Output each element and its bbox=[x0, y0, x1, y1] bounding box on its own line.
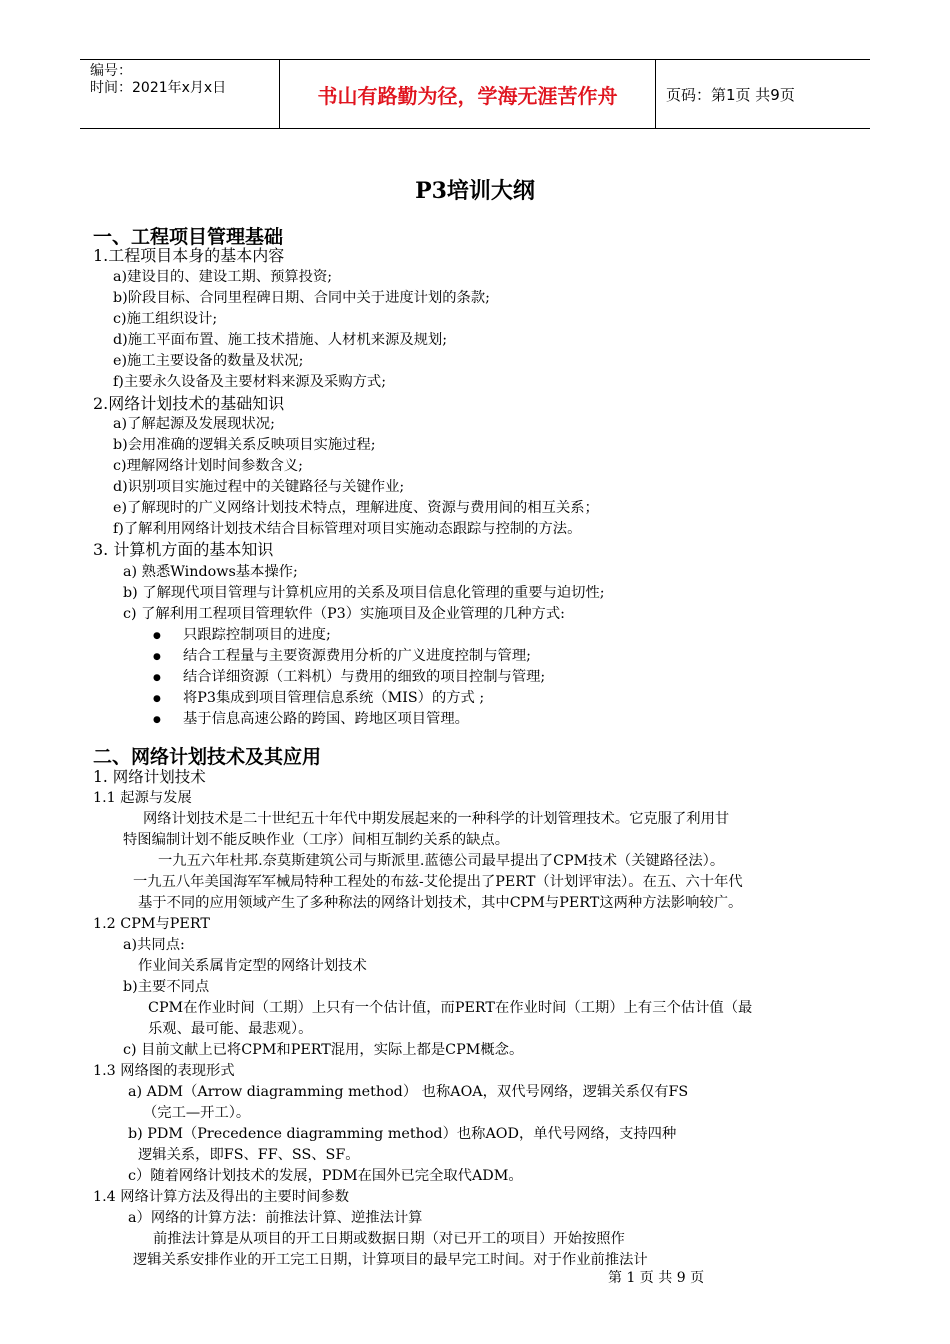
header-motto: 书山有路勤为径，学海无涯苦作舟 bbox=[280, 60, 656, 128]
list-item: b)阶段目标、合同里程碑日期、合同中关于进度计划的条款; bbox=[113, 290, 490, 306]
list-item: c) 了解利用工程项目管理软件（P3）实施项目及企业管理的几种方式: bbox=[123, 606, 565, 622]
paragraph-line: 网络计划技术是二十世纪五十年代中期发展起来的一种科学的计划管理技术。它克服了利用甘 bbox=[143, 811, 730, 827]
list-item: c)理解网络计划时间参数含义; bbox=[113, 458, 303, 474]
list-item: a)建设目的、建设工期、预算投资; bbox=[113, 269, 333, 285]
bullet-item: ● 只跟踪控制项目的进度; bbox=[183, 626, 331, 644]
list-item: b)主要不同点 bbox=[123, 979, 210, 995]
list-item: b)会用准确的逻辑关系反映项目实施过程; bbox=[113, 437, 376, 453]
paragraph-line: （完工—开工）。 bbox=[143, 1105, 251, 1121]
header-page-info: 页码：第1页 共9页 bbox=[666, 85, 795, 104]
paragraph-line: 一九五八年美国海军军械局特种工程处的布兹-艾伦提出了PERT（计划评审法）。在五、六十年代 bbox=[133, 874, 743, 890]
document-title: P3培训大纲 bbox=[415, 178, 535, 204]
section-1-heading: 一、工程项目管理基础 bbox=[93, 226, 284, 248]
s1-p3-heading: 3. 计算机方面的基本知识 bbox=[93, 540, 274, 559]
s2-l11: 1.1 起源与发展 bbox=[93, 790, 192, 806]
list-item: d)施工平面布置、施工技术措施、人材机来源及规划; bbox=[113, 332, 448, 348]
section-2-heading: 二、网络计划技术及其应用 bbox=[93, 746, 322, 768]
list-item: a) ADM（Arrow diagramming method） 也称AOA，双代号网络，逻辑关系仅有FS bbox=[128, 1084, 689, 1100]
list-item: c)施工组织设计; bbox=[113, 311, 218, 327]
s1-p1-heading: 1.工程项目本身的基本内容 bbox=[93, 246, 285, 265]
s2-l14: 1.4 网络计算方法及得出的主要时间参数 bbox=[93, 1189, 350, 1205]
bullet-item: ● 基于信息高速公路的跨国、跨地区项目管理。 bbox=[183, 710, 469, 728]
list-item: e)施工主要设备的数量及状况; bbox=[113, 353, 304, 369]
bullet-item: ● 结合详细资源（工料机）与费用的细致的项目控制与管理; bbox=[183, 668, 545, 686]
list-item: f)了解利用网络计划技术结合目标管理对项目实施动态跟踪与控制的方法。 bbox=[113, 521, 582, 537]
list-item: b) PDM（Precedence diagramming method）也称AOD，单代号网络，支持四种 bbox=[128, 1126, 677, 1142]
paragraph-line: 特图编制计划不能反映作业（工序）间相互制约关系的缺点。 bbox=[123, 832, 510, 848]
number-label: 编号： bbox=[90, 63, 132, 79]
paragraph-line: 前推法计算是从项目的开工日期或数据日期（对已开工的项目）开始按照作 bbox=[153, 1231, 625, 1247]
list-item: a）网络的计算方法：前推法计算、逆推法计算 bbox=[128, 1210, 423, 1226]
s2-l13: 1.3 网络图的表现形式 bbox=[93, 1063, 235, 1079]
paragraph-line: 作业间关系属肯定型的网络计划技术 bbox=[138, 958, 367, 974]
time-label: 时间：2021年x月x日 bbox=[90, 80, 227, 96]
paragraph-line: 乐观、最可能、最悲观）。 bbox=[148, 1021, 313, 1037]
s1-p2-heading: 2.网络计划技术的基础知识 bbox=[93, 394, 285, 413]
s2-l1: 1. 网络计划技术 bbox=[93, 768, 206, 786]
header-meta bbox=[80, 60, 280, 128]
list-item: c) 目前文献上已将CPM和PERT混用，实际上都是CPM概念。 bbox=[123, 1042, 524, 1058]
paragraph-line: 基于不同的应用领域产生了多种称法的网络计划技术，其中CPM与PERT这两种方法影响较广。 bbox=[138, 895, 743, 911]
bullet-item: ● 将P3集成到项目管理信息系统（MIS）的方式 ; bbox=[183, 689, 484, 707]
paragraph-line: 逻辑关系安排作业的开工完工日期，计算项目的最早完工时间。对于作业前推法计 bbox=[133, 1252, 648, 1268]
paragraph-line: 一九五六年杜邦.奈莫斯建筑公司与斯派里.蓝德公司最早提出了CPM技术（关键路径法）。 bbox=[158, 853, 725, 869]
list-item: a)了解起源及发展现状况; bbox=[113, 416, 275, 432]
list-item: a)共同点: bbox=[123, 937, 185, 953]
paragraph-line: 逻辑关系，即FS、FF、SS、SF。 bbox=[138, 1147, 360, 1163]
list-item: a) 熟悉Windows基本操作; bbox=[123, 564, 298, 580]
paragraph-line: CPM在作业时间（工期）上只有一个估计值，而PERT在作业时间（工期）上有三个估计值（最 bbox=[148, 1000, 753, 1016]
list-item: d)识别项目实施过程中的关键路径与关键作业; bbox=[113, 479, 405, 495]
page-header bbox=[80, 59, 870, 129]
s2-l12: 1.2 CPM与PERT bbox=[93, 916, 210, 932]
list-item: c）随着网络计划技术的发展，PDM在国外已完全取代ADM。 bbox=[128, 1168, 523, 1184]
list-item: e)了解现时的广义网络计划技术特点，理解进度、资源与费用间的相互关系； bbox=[113, 500, 599, 516]
list-item: b) 了解现代项目管理与计算机应用的关系及项目信息化管理的重要与迫切性; bbox=[123, 585, 605, 601]
list-item: f)主要永久设备及主要材料来源及采购方式; bbox=[113, 374, 387, 390]
page-footer: 第 1 页 共 9 页 bbox=[608, 1270, 705, 1286]
bullet-item: ● 结合工程量与主要资源费用分析的广义进度控制与管理; bbox=[183, 647, 531, 665]
